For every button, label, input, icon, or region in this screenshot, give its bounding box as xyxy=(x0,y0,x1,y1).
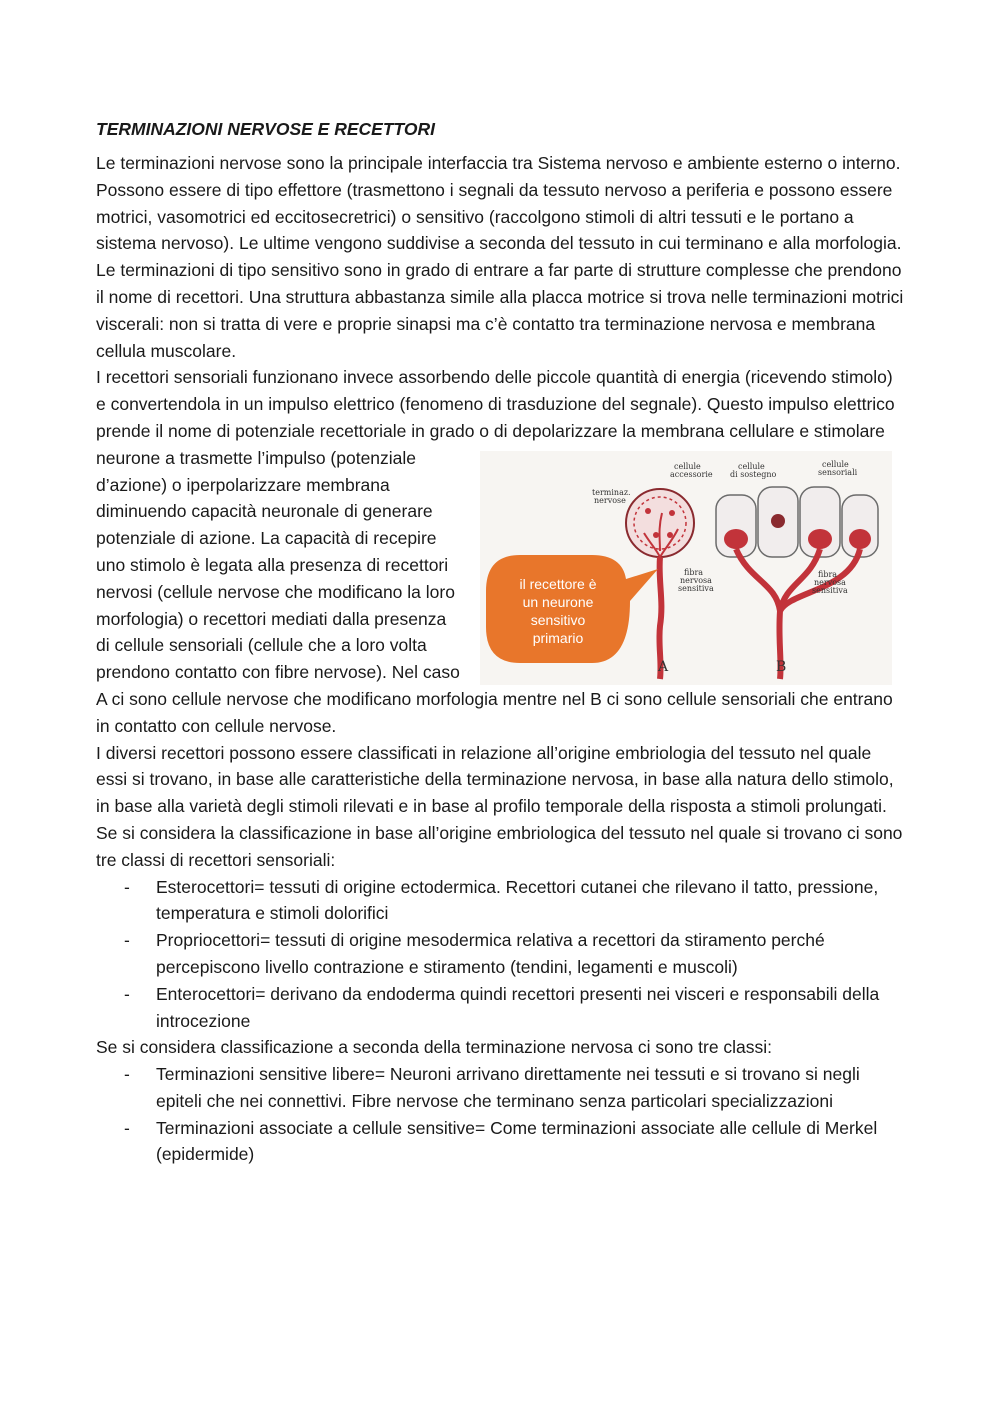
panel-label-a: A xyxy=(658,658,669,675)
label-sostegno: cellule xyxy=(738,461,765,471)
receptor-diagram xyxy=(480,451,892,685)
label-fibra-a: fibra xyxy=(684,567,704,577)
list-dash: - xyxy=(124,930,130,951)
label-accessorie-2: accessorie xyxy=(670,469,713,479)
list-item: - Terminazioni associate a cellule sensitive= Come terminazioni associate alle cellule di Merkel (epidermide) xyxy=(96,1115,906,1169)
label-fibra-b: fibra xyxy=(818,569,838,579)
callout-line-3: sensitivo xyxy=(530,611,586,628)
label-terminaz-2: nervose xyxy=(594,495,626,505)
label-fibra-a-3: sensitiva xyxy=(678,583,714,593)
callout-line-4: primario xyxy=(532,629,584,646)
paragraph-nerve-endings: Se si considera classificazione a seconda della terminazione nervosa ci sono tre classi: xyxy=(96,1037,773,1058)
document-page xyxy=(96,116,906,1168)
list-dash: - xyxy=(124,1064,130,1085)
label-sensoriali: cellule xyxy=(822,459,849,469)
label-sostegno-2: di sostegno xyxy=(730,469,777,479)
receptor-figure xyxy=(480,451,892,685)
callout-line-1: il recettore è xyxy=(519,575,597,592)
embryology-list xyxy=(96,874,906,1035)
panel-label-b: B xyxy=(776,658,787,675)
list-dash: - xyxy=(124,983,130,1004)
label-accessorie: cellule xyxy=(674,461,701,471)
paragraph-receptors xyxy=(96,364,906,739)
label-terminaz: terminaz. xyxy=(592,487,631,497)
page-title: TERMINAZIONI NERVOSE E RECETTORI xyxy=(96,119,436,139)
paragraph-embryology: Se si considera la classificazione in base all’origine embriologica del tessuto nel quale si trovano ci sono tre classi di recettori sensoriali: xyxy=(96,822,903,870)
list-dash: - xyxy=(124,876,130,897)
label-fibra-b-3: sensitiva xyxy=(812,585,848,595)
paragraph-intro: Le terminazioni nervose sono la principale interfaccia tra Sistema nervoso e ambiente esterno o interno. Possono essere di tipo effettore (trasmettono i segnali da tessuto nervoso a periferia e possono essere motrici, vasomotrici ed eccitosecretrici) o sensitivo (raccolgono stimoli di altri tessuti e le portano a sistema nervoso). Le ultime vengono suddivise a seconda del tessuto in cui terminano e alla morfologia. Le terminazioni di tipo sensitivo sono in grado di entrare a far parte di strutture complesse che prendono il nome di recettori. Una struttura abbastanza simile alla placca motrice si trova nelle terminazioni motrici viscerali: non si tratta di vere e proprie sinapsi ma c’è contatto tra terminazione nervosa e membrana cellula muscolare. xyxy=(96,153,904,361)
list-item: - Esterocettori= tessuti di origine ectodermica. Recettori cutanei che rilevano il tatto, pressione, temperatura e stimoli dolorifici xyxy=(96,874,906,928)
label-fibra-a-2: nervosa xyxy=(680,575,712,585)
label-fibra-b-2: nervosa xyxy=(814,577,846,587)
label-sensoriali-2: sensoriali xyxy=(818,467,858,477)
list-dash: - xyxy=(124,1117,130,1138)
nerve-ending-list xyxy=(96,1061,906,1168)
list-item: - Terminazioni sensitive libere= Neuroni arrivano direttamente nei tessuti e si trovano si negli epiteli che nei connettivi. Fibre nervose che terminano senza particolari specializzazioni xyxy=(96,1061,906,1115)
paragraph-receptors-text: I recettori sensoriali funzionano invece assorbendo delle piccole quantità di energia (ricevendo stimolo) e convertendola in un impulso elettrico (fenomeno di trasduzione del segnale). Questo impulso elettrico prende il nome di potenziale recettoriale in grado o di depolarizzare la membrana cellulare e stimolare neurone a trasmette l’impulso (potenziale terminaz. nervose cellule accessorie cellule di sostegno cellule sensoriali fibra nervosa sensitiva fibra nervosa sensitiva il recettore è un neurone sensitivo primario A B d’azione) o iperpolarizzare membrana diminuendo capacità neuronale di generare potenziale di azione. La capacità di recepire uno stimolo è legata alla presenza di recettori nervosi (cellule nervose che modificano la loro morfologia) o recettori mediati dalla presenza di cellule sensoriali (cellule che a loro volta prendono contatto con fibre nervose). Nel caso A ci sono cellule nervose che modificano morfologia mentre nel B ci sono cellule sensoriali che entrano in contatto con cellule nervose. xyxy=(96,367,895,736)
list-item: - Propriocettori= tessuti di origine mesodermica relativa a recettori da stiramento perché percepiscono livello contrazione e stiramento (tendini, legamenti e muscoli) xyxy=(96,927,906,981)
paragraph-classification: I diversi recettori possono essere classificati in relazione all’origine embriologia del tessuto nel quale essi si trovano, in base alle caratteristiche della terminazione nervosa, in base alla natura dello stimolo, in base alla varietà degli stimoli rilevati e in base al profilo temporale della risposta a stimoli prolungati. xyxy=(96,742,894,817)
callout-line-2: un neurone xyxy=(522,593,594,610)
list-item: - Enterocettori= derivano da endoderma quindi recettori presenti nei visceri e responsabili della introcezione xyxy=(96,981,906,1035)
